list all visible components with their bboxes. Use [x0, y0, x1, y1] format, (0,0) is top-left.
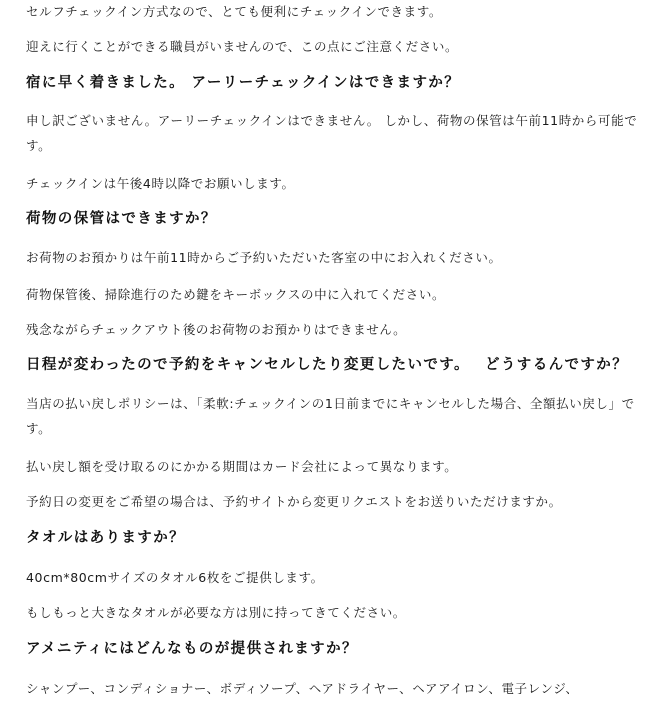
paragraph-change-request: 予約日の変更をご希望の場合は、予約サイトから変更リクエストをお送りいただけますか。	[26, 494, 562, 509]
paragraph-early-checkin-answer: 申し訳ございません。アーリーチェックインはできません。 しかし、荷物の保管は午前11時から可能です。	[26, 113, 638, 153]
paragraph-towel-size: 40cm*80cmサイズのタオル6枚をご提供します。	[26, 570, 324, 585]
paragraph-refund-policy: 当店の払い戻しポリシーは、「柔軟:チェックインの1日前までにキャンセルした場合、全額払い戻し」です。	[26, 396, 635, 436]
heading-amenities: アメニティにはどんなものが提供されますか？	[26, 641, 358, 657]
heading-cancel-change: 日程が変わったので予約をキャンセルしたり変更したいです。 どうするんですか？	[26, 357, 629, 373]
paragraph-self-checkin: セルフチェックイン方式なので、とても便利にチェックインできます。	[26, 4, 442, 19]
paragraph-bigger-towels: もしもっと大きなタオルが必要な方は別に持ってきてください。	[26, 605, 406, 620]
paragraph-refund-period: 払い戻し額を受け取るのにかかる期間はカード会社によって異なります。	[26, 459, 458, 474]
heading-luggage-storage: 荷物の保管はできますか？	[26, 211, 217, 227]
paragraph-no-pickup: 迎えに行くことができる職員がいませんので、この点にご注意ください。	[26, 39, 459, 54]
heading-towels: タオルはありますか？	[26, 530, 185, 546]
paragraph-key-box: 荷物保管後、掃除進行のため鍵をキーボックスの中に入れてください。	[26, 287, 446, 302]
paragraph-amenities-list: シャンプー、コンディショナー、ボディソープ、ヘアドライヤー、ヘアアイロン、電子レンジ、	[26, 681, 579, 696]
paragraph-luggage-from-11: お荷物のお預かりは午前11時からご予約いただいた客室の中にお入れください。	[26, 250, 502, 265]
heading-early-checkin: 宿に早く着きました。 アーリーチェックインはできますか？	[26, 75, 461, 91]
paragraph-no-luggage-after-checkout: 残念ながらチェックアウト後のお荷物のお預かりはできません。	[26, 322, 407, 337]
paragraph-checkin-time: チェックインは午後4時以降でお願いします。	[26, 176, 295, 191]
